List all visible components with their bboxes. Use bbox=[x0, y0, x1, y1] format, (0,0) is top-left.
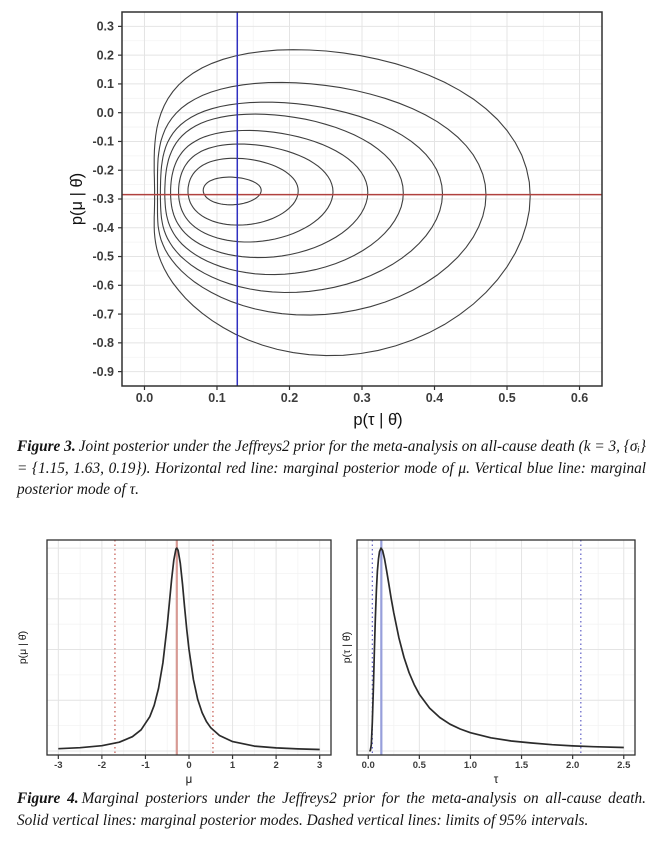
x-tick-label: 0.1 bbox=[208, 391, 226, 405]
figure3-caption bbox=[17, 436, 646, 501]
x-axis-title: p(τ | θ̂) bbox=[353, 411, 403, 429]
figure3-caption-text: Joint posterior under the Jeffreys2 prior for the meta-analysis on all-cause death (k = 3, {σᵢ} = {1.15, 1.63, 0.19}). Horizontal red line: marginal posterior mode of μ. Vertical blue line: marginal posterior mode of τ. bbox=[17, 438, 646, 499]
x-tick-label: 2 bbox=[273, 760, 279, 771]
figure4-mu-marginal-plot bbox=[0, 522, 340, 788]
y-tick-label: 0.3 bbox=[96, 19, 114, 34]
y-tick-label: 0.0 bbox=[96, 105, 114, 120]
y-axis-title: p(μ | θ̂) bbox=[17, 630, 29, 665]
x-tick-label: -2 bbox=[97, 760, 107, 771]
contour-ring bbox=[203, 177, 261, 205]
x-tick-label: -1 bbox=[141, 760, 150, 771]
x-tick-label: 0.3 bbox=[353, 391, 371, 405]
x-tick-label: 0.2 bbox=[280, 391, 299, 405]
x-axis-title: μ bbox=[185, 774, 193, 786]
x-tick-label: 3 bbox=[317, 760, 323, 771]
y-tick-label: 0.2 bbox=[96, 48, 114, 63]
y-tick-label: -0.3 bbox=[92, 192, 114, 207]
figure4-tau-marginal-plot bbox=[340, 522, 660, 788]
y-tick-label: -0.8 bbox=[92, 336, 114, 351]
x-tick-label: 0.5 bbox=[412, 760, 426, 771]
x-tick-label: 0 bbox=[186, 760, 192, 771]
contour-ring bbox=[154, 50, 530, 356]
y-tick-label: -0.7 bbox=[92, 307, 114, 322]
y-axis-title: p(μ | θ̂) bbox=[68, 172, 86, 226]
x-tick-label: 2.0 bbox=[566, 760, 580, 771]
y-tick-label: -0.1 bbox=[92, 134, 114, 149]
y-axis-title: p(τ | θ̂) bbox=[341, 631, 353, 664]
y-tick-label: -0.5 bbox=[92, 249, 114, 264]
figure4-caption-text: Marginal posteriors under the Jeffreys2 prior for the meta-analysis on all-cause death. Solid vertical lines: marginal posterior modes. Dashed vertical lines: limits of 95% intervals. bbox=[17, 790, 646, 829]
x-tick-label: 0.0 bbox=[135, 391, 154, 405]
x-tick-label: 0.6 bbox=[570, 391, 589, 405]
x-tick-label: 2.5 bbox=[617, 760, 631, 771]
y-tick-label: -0.4 bbox=[92, 220, 114, 235]
figure4-caption-label: Figure 4. bbox=[17, 790, 79, 807]
x-tick-label: 0.5 bbox=[498, 391, 516, 405]
x-tick-label: 0.0 bbox=[361, 760, 375, 771]
contour-ring bbox=[188, 158, 298, 225]
x-axis-title: τ bbox=[493, 774, 499, 786]
y-tick-label: 0.1 bbox=[96, 77, 114, 92]
figure3-caption-label: Figure 3. bbox=[17, 438, 76, 455]
y-tick-label: -0.9 bbox=[92, 364, 114, 379]
y-tick-label: -0.6 bbox=[92, 278, 114, 293]
y-tick-label: -0.2 bbox=[92, 163, 114, 178]
x-tick-label: 0.4 bbox=[425, 391, 444, 405]
x-tick-label: -3 bbox=[54, 760, 63, 771]
figure4-caption bbox=[17, 788, 646, 831]
x-tick-label: 1 bbox=[229, 760, 236, 771]
x-tick-label: 1.0 bbox=[463, 760, 478, 771]
x-tick-label: 1.5 bbox=[514, 760, 529, 771]
contour-ring bbox=[160, 102, 442, 292]
